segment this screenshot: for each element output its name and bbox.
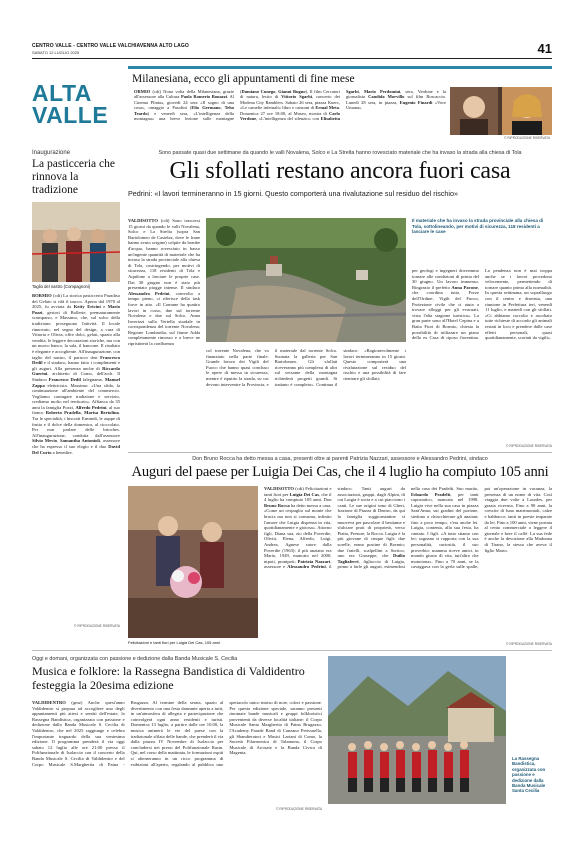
pasticceria-article: [32, 150, 120, 645]
milanesiana-title: Milanesiana, ecco gli appuntamenti di fine mese: [132, 73, 355, 85]
folklore-text: VALDIDENTRO (gmz) Anche quest'anno Valdidentro si prepara ad accogliere uno degli appuntamenti più attesi e sentiti dell'estate, la Rassegna Bandistica, organizzata con passione e dedizione dalla Banda Musicale S. Cecilia di Valdidentro, che nel 2025 raggiunge e celebra l'importante traguardo della sua ventesima edizione. Il programma prenderà il via oggi sabato 12 luglio alle ore 21:00 presso il Polifunzionale di Isolaccia con il concerto della Banda Musicale S. Cecilia di Valdidentro e del Corpo Musicale S.Margherita di Paina - Brugazzo. Al termine della serata, spazio al divertimento con una festa danzante aperta a tutti, in un'atmosfera di allegria e partecipazione che coinvolgerà ogni anno residenti e turisti. Domenica 13 luglio, a partire dalle ore 10.00, la musica animerà le vie del paese con la tradizionale sfilata delle bande, che prenderà il via dalla piazza IV Novembre di Isolaccia per concludersi nei pressi del Polifunzionale Rasin. Qui, nel corso della mattinata, le formazioni ospiti si alterneranno in un ricco programma di esibizioni all'aperto, regalando al pubblico uno spettacolo unico intriso di note, colori e passione. Per questa edizione speciale, saranno presenti rinomate bande musicali e gruppi folkloristici provenienti da diverse località italiane: il Corpo Musicale Santa Margherita di Paina Brugazzo, l'Academy Parade Band di Canzano Perissuella, gli Sbandieratori e Musici Lariani di Como, la Società Filarmonica di Talamona, il Corpo Musicale di Arcisate e la Banda Civica di Magenta.: [32, 700, 322, 767]
folklore-title: Musica e folklore: la Rassegna Bandistica di Valdidentro festeggia la 20esima edizione: [32, 664, 305, 692]
auguri-credit: © RIPRODUZIONE RISERVATA: [506, 642, 552, 646]
folklore-body: [32, 700, 322, 808]
sfollati-text-columns-right: per geologi e ingegneri dovremmo tornare alle condizioni di prima del 30 giugno. Un lavoro immenso. Ringrazio il prefetto Anna Pavone, che coordina tutto, Forze dell'Ordine, Vigili del Fuoco, Protezione civile che ci aiuta a trovare alloggi per gli evacuati, vista l'alta stagione turistica». La gran parte sono all'Hotel Cepina e a Baita Fiori di Bormio, chiesta la possibilità di utilizzare un piano della ex Casa di riposo fiorentina. La pendenza non è mai troppa anche se i lavori procedono velocemente, permettendo di tornare quanto prima alla normalità. In questa settimana, un sopralluogo con il centro e dronista, una riunione in Prefettura ieri, venerdì 11 luglio, e martedì con gli sfollati. «Ci abbiamo raccolto e ascoltato tutte richieste di accordo gli animali restati in loco e prendere dalle case effetti personali, quasi quotidianamente, scortati da vigili».: [412, 268, 552, 341]
folklore-credit: © RIPRODUZIONE RISERVATA: [276, 807, 322, 811]
folklore-article: [32, 656, 552, 812]
ribbon-cutting-image: [32, 202, 120, 282]
auguri-photo: [128, 486, 258, 638]
milanesiana-article: [128, 66, 552, 140]
birthday-celebration-image: [128, 486, 258, 638]
page-number: 41: [537, 41, 552, 56]
auguri-article: [128, 456, 552, 646]
pasticceria-credit: © RIPRODUZIONE RISERVATA: [74, 624, 120, 628]
alta-valle-line1: ALTA: [32, 80, 92, 106]
marching-band-image: [328, 656, 506, 804]
sfollati-title: Gli sfollati restano ancora fuori casa: [169, 158, 511, 185]
auguri-kicker: Don Bruno Rocca ha detto messa a casa, presenti oltre ai parenti Patrizia Nazzari, assessore e Alessandro Pedrini, sindaco: [192, 456, 488, 462]
milanesiana-photos: [450, 87, 552, 135]
pasticceria-title: La pasticceria che rinnova la tradizione: [32, 158, 115, 196]
page-header: [32, 43, 552, 57]
milanesiana-credit: © RIPRODUZIONE RISERVATA: [504, 136, 550, 140]
milanesiana-body: [134, 89, 446, 139]
pasticceria-kicker: Inaugurazione: [32, 150, 71, 156]
divider-2: [32, 650, 552, 651]
header-date: SABATO 12 LUGLIO 2025: [32, 50, 80, 55]
sfollati-text-column-1: VALDISOTTO (cdi) Sono trascorsi 15 giorni da quando le valli Novalena, Solco e La Strelta (sopra San Bartolomeo de Castelaz, dove le frane hanno avuto origine) colpite da bombe d'acqua, hanno rovesciato in basso un'ingente quantità di materiale che ha invaso la strada provinciale alla chiesa di Tola, costringendo, per motivi di sicurezza, 118 residenti di Tola e Aquilone a lasciare le proprie case. Dai 30 giugno non è stato più presentato piogge intense. Il sindaco Alessandro Pedrini, coinvolto a tempo pieno, ci riferisce della task force in atto. «Il Comune ha quattro lavori in corso, due sul torrente Novalena e due sul Solco. Anna Inverizzi sulla Vertella stradale in corrispondenza del torrente Novalena; Regione Lombardia, sul fiume Adda completamente rimosso e a breve ne ripristinerà la confluenza: [128, 218, 200, 347]
sfollati-body-left: [128, 218, 200, 446]
pasticceria-text: BORMIO (cdi) La storica pasticceria Paradiso del Gelato si rifà il trucco. Aperta dal 1970 al 2025, fu avviata da Ketty Ericini e Mario Pozzi, gestori di Bollerie, prematuramente scomparso, e Massimo, che, sul solco della tradizione, proseguono l'attività. Il locale rinnovato, nel segno del design, a cura di Vittoria e Olivia, offre dolci, gelati, spazio alla vendita, le leggere decorazioni storiche, ma con un nuovo banco, la sala, il bancone. Il risultato è elegante e accogliente. All'inaugurazione, con taglio del nastro, il parroco don Francesco Dedil e il sindaco, hanno fatto i complimenti e gli auguri. Alla presenza anche di Riccardo Guerini, architetto di Como, dell'arch. Il Sindaco Francesco Dedil falegname, Manuel Zappa elettricista. Massimo: «Una sfida, la continuazione all'ambiente del commercio. Vogliamo coniugare tradizione e servizio, crediamo molto nel territorio». Affianca da 35 anni la famiglia Pozzi, Alfredo Pedrini, al suo fianco Roberta Pradella, Marisa Bertolina. Tra le specialità, i biscotti Ermindi, le zuppe di frutta e il dolce della domenica, al cioccolato. Per non parlare delle brioches. All'inaugurazione, condotta dall'assessore Silvio Mevio, Samantha Antonioli, assessore che ha espresso il suo elogio e il duo David Del Curto a benedire.: [32, 293, 120, 455]
sfollati-photo-caption: Il materiale che ha invaso la strada provinciale alla chiesa di Tola, sottolineando, per motivi di sicurezza, 118 residenti a lasciare le case: [412, 218, 544, 235]
sfollati-text-columns-bottom: col torrente Novalena, che va finanziato nella parte finale. Grande lavoro dei Vigili del Fuoco che hanno quasi concluso le opere di messa in sicurezza, mentre è riputito la strada, su cui devono intervenire la Provincia, e il materiale dal torrente Solco. Suonata la galleria per San Bartolomeo. Gli sfollati riceveranno più complessi di altri sul versante della montagna richiederà progetti grandi. Si trattano è completo». Continua il sindaco: «Ragionevolmente i lavori termineranno in 15 giorni. Questo comporterà una rivalutazione sul residuo del rischio e una possibilità di fare rientrare gli sfollati;: [206, 348, 406, 387]
folklore-kicker: Oggi e domani, organizzata con passione e dedizione dalla Banda Musicale S. Cecilia: [32, 656, 238, 662]
sfollati-body-right: [412, 268, 552, 440]
auguri-photo-caption: Felicitazioni e tanti fiori per Luigia Dei Cas, 105 anni: [128, 640, 221, 645]
auguri-title: Auguri del paese per Luigia Dei Cas, che il 4 luglio ha compiuto 105 anni: [131, 464, 549, 481]
sfollati-kicker: Sono passate quasi due settimane da quando le valli Novalena, Solco e La Strelta hanno rovesciato materiale che ha invaso la strada alla chiesa di Tola: [158, 150, 522, 156]
sfollati-article: [128, 150, 552, 448]
header-rule: [32, 58, 552, 59]
alta-valle-label: [32, 82, 120, 126]
folklore-photo: [328, 656, 506, 804]
folklore-photo-caption: La Rassegna Bandistica, organizzata con passione e dedizione dalla Banda Musicale Santa Cecilia: [512, 756, 546, 794]
sfollati-subtitle: Pedrini: «I lavori termineranno in 15 giorni. Questo comporterà una rivalutazione sul residuo del rischio»: [128, 189, 459, 199]
sfollati-credit: © RIPRODUZIONE RISERVATA: [506, 444, 552, 448]
sfollati-body-bottom: [206, 348, 406, 446]
portrait-collage-image: [450, 87, 552, 135]
auguri-body: [264, 486, 552, 640]
pasticceria-photo-caption: Taglio del nastro (Compagnoni): [32, 284, 91, 289]
pasticceria-body: [32, 293, 120, 623]
sfollati-photo: [206, 218, 406, 342]
landslide-aerial-image: [206, 218, 406, 342]
auguri-text: VALDISOTTO (cdi) Felicitazioni e tanti fiori per Luigia Dei Cas, che il 4 luglio ha compiuto 105 anni. Don Bruno Rocca ha detto messa a casa. «Come un cespuglio sul monte che brucia ma non si consuma, infinito l'amore che Luigia dispensa in vita, quotidianamente e gioiosa». Attorno figli, Diana sua, zio della Poverdie, Oliviti, Elena, Alfredo, Luigi, Andrea, Agnese suore dalla Poverdie (1963): il più anziano era Mario, 1949, mancato nel 2000; nipoti, pronipoti; Patrizia Nazzari, assessore e Alessandro Pedrini, il sindaco. Tanti auguri da associazioni, gruppi, dagli Alpini, di cui Luigia è socia e a cui piacciono i canti. Le sue origini sono di Ghert, frazione di Piazza di Dentro, da qui la famiglia soggiornantine si muoveva per pascolare il bestiame e sfalciare prati di proprietà, verso Piatta, Presure, la Rocca. Luigia è la più giovane di cinque figli: due sorelle, erano postine di Bormio; due fratelli, scalpellini a Sortico, uno era Giuseppe, che Duilio Tagliaferri, figlioccio di Luigia, primo a farle gli auguri, esimendosi nella casa dei Pradelti. Suo marito, Edoardo Pradelti, per tanti capostatico, mancato nel 1998. Luigia vive nella sua casa in piazza Sant'Anna; sui gradini del portone, siedono a chiacchierare gli anziani; fino a poco tempo, c'era anche lei. Luigia, contenta, alla sua festa, ha cantato. I figli. «A tutto stiamo con lei; sognano si rapporta con la sua personalità, curiosità, il suo proverbio: mamma riceve amici, in mondo giusto di vita, tutt'altro che monotona». Fino a 70 anni, se la cavaggava con la gerla sulle spalle; poi un'operazione in vacanza, la presenza di un nome di vita. Così viaggia due volte a Lourdes, per grazia ricevuta. Fino a 90 anni, la crescite di luna matrimoniali, calze e babbucce, tanti in poesie imparate da lei. Fino a 100 anni, viene portata al cento commerciale o leggere il giornale e bere il caffè. La sua fede è anche la devozione alla Madonna di Tirano, la stessa che aveva il figlio Mario.: [264, 486, 552, 570]
alta-valle-line2: VALLE: [32, 102, 109, 128]
divider-1: [128, 452, 552, 453]
section-label: CENTRO VALLE - CENTRO VALLE VALCHIAVENNA ALTO LAGO: [32, 43, 189, 49]
milanesiana-text: ORMIO (cdi) Nona volta della Milanesiana, grazie all'assessore alla Cultura Paola Romerio Bonazzi. Al Cinema Plinius, giovedì 24 sera «Il sogno di una cosa», omaggio a Pasolini (Elio Germano, Teho Teardo) e venerdì sera, «L'intelligenza della montagna» una breve lezione sulle montagne (Damiano Cunego, Gianni Bugno). Il film Cercatori di natura, lectio di Vittorio Sgarbi, concerto dei Modena City Ramblers. Sabato 26 sera, piazza Kuerc, «Le camelie infernali» libro e canzoni di Ermal Meta. Domenica 27 ore 18:00, al Museo, mostra di Carlo Verdone, «L'intelligenza del silenzio» con Elisabetta Sgarbi, Mario Perdomini, sera, Verdone e la giornalista Candida Morvillo sul film Roscaccio. Lunedì 28 sera, in piazza, Eugenio Finardi «Voce Umana».: [134, 89, 447, 122]
pasticceria-photo: [32, 202, 120, 282]
